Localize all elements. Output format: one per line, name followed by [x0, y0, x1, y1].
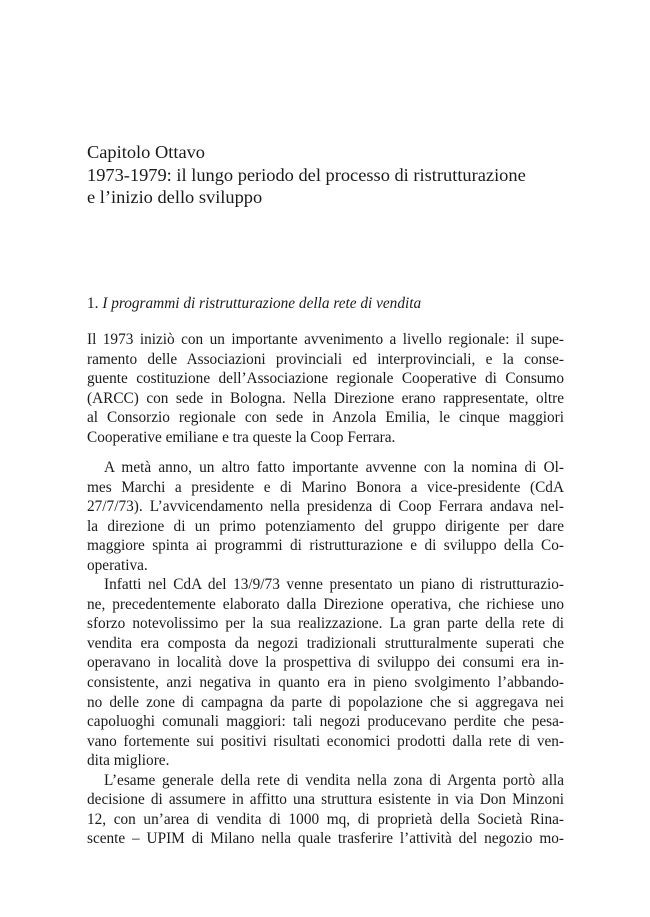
paragraph-line: al Consorzio regionale con sede in Anzola Emilia, le cinque maggiori	[87, 409, 564, 427]
paragraph-line: decisione di assumere in affitto una struttura esistente in via Don Minzoni	[87, 791, 564, 809]
paragraph-line: no delle zone di campagna da parte di popolazione che si aggregava nei	[87, 693, 564, 711]
paragraph-line: vendita era composta da negozi tradizionali strutturalmente superati che	[87, 634, 564, 652]
paragraph-line: capoluoghi comunali maggiori: tali negozi producevano perdite che pesa-	[87, 713, 564, 731]
chapter-title-line-1: 1973-1979: il lungo periodo del processo di ristrutturazione	[87, 164, 526, 185]
paragraph-line: ramento delle Associazioni provinciali ed interprovinciali, e la conse-	[87, 350, 564, 368]
section-title: I programmi di ristrutturazione della rete di vendita	[102, 295, 422, 312]
paragraph-line: L’esame generale della rete di vendita nella zona di Argenta portò alla	[104, 771, 564, 789]
paragraph-line: Cooperative emiliane e tra queste la Coop Ferrara.	[87, 428, 396, 446]
paragraph-line: (ARCC) con sede in Bologna. Nella Direzione erano rappresentate, oltre	[87, 389, 564, 407]
paragraph-line: dita migliore.	[87, 752, 170, 770]
paragraph-line: Infatti nel CdA del 13/9/73 venne presentato un piano di ristrutturazio-	[104, 576, 564, 594]
chapter-title-line-2: e l’inizio dello sviluppo	[87, 187, 263, 207]
paragraph-line: maggiore spinta ai programmi di ristrutturazione e di sviluppo della Co-	[87, 537, 564, 555]
paragraph-line: Il 1973 iniziò con un importante avvenimento a livello regionale: il supe-	[87, 331, 564, 348]
paragraph-line: sforzo notevolissimo per la sua realizzazione. La gran parte della rete di	[87, 615, 564, 633]
paragraph-line: consistente, anzi negativa in quanto era in pieno svolgimento l’abbando-	[87, 674, 564, 692]
paragraphs-2-4	[87, 458, 564, 849]
chapter-label: Capitolo Ottavo	[87, 142, 205, 162]
paragraph-line: 12, con un’area di vendita di 1000 mq, di proprietà della Società Rina-	[87, 810, 564, 828]
paragraph-line: scente – UPIM di Milano nella quale trasferire l’attività del negozio mo-	[87, 830, 564, 848]
paragraph-1	[87, 330, 564, 447]
paragraph-line: ne, precedentemente elaborato dalla Direzione operativa, che richiese uno	[87, 595, 564, 613]
paragraph-line: mes Marchi a presidente e di Marino Bonora a vice-presidente (CdA	[87, 478, 564, 496]
chapter-heading	[87, 141, 567, 209]
paragraph-line: operativa.	[87, 556, 148, 574]
paragraph-line: guente costituzione dell’Associazione regionale Cooperative di Consumo	[87, 370, 564, 388]
paragraph-line: la direzione di un primo potenziamento del gruppo dirigente per dare	[87, 517, 564, 535]
section-heading	[87, 294, 567, 313]
section-number: 1.	[87, 295, 99, 312]
paragraph-line: 27/7/73). L’avvicendamento nella presidenza di Coop Ferrara andava nel-	[87, 498, 564, 516]
paragraph-line: A metà anno, un altro fatto importante avvenne con la nomina di Ol-	[104, 459, 564, 476]
paragraph-line: operavano in località dove la prospettiva di sviluppo dei consumi era in-	[87, 654, 564, 672]
paragraph-line: vano fortemente sui positivi risultati economici prodotti dalla rete di ven-	[87, 732, 564, 750]
